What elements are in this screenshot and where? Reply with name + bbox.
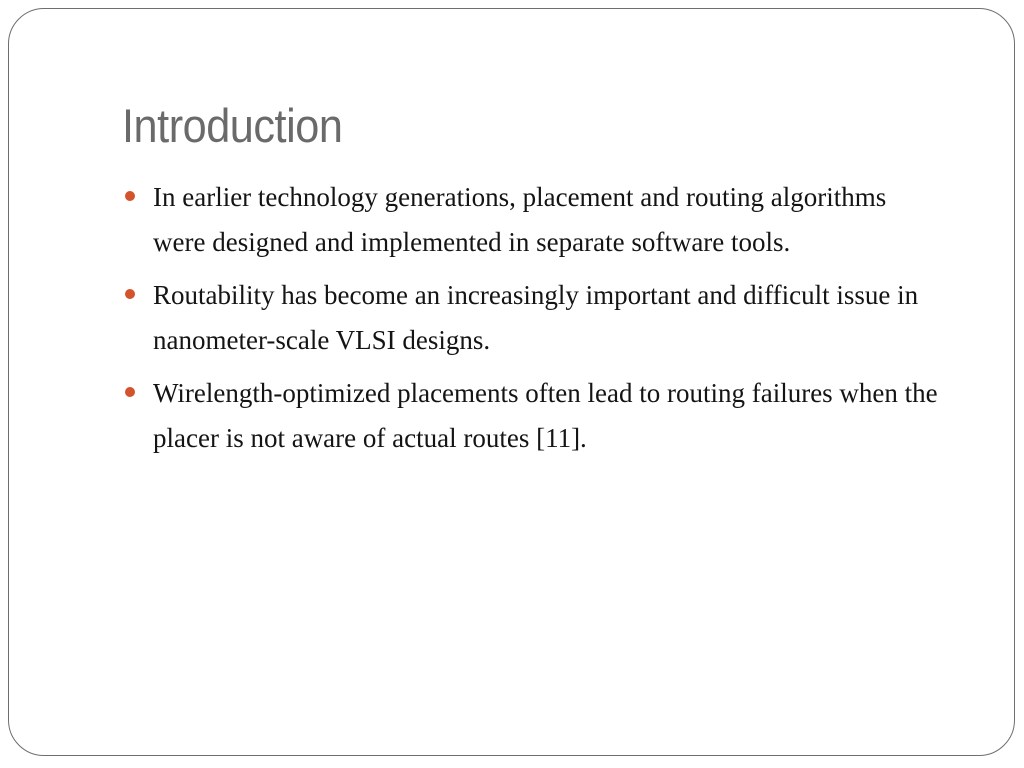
slide-frame (8, 8, 1015, 756)
bullet-item (122, 371, 942, 461)
bullet-dot-icon (125, 289, 135, 299)
bullet-text: Wirelength-optimized placements often lead to routing failures when the placer is not aware of actual routes [11]. (153, 378, 938, 453)
slide-title: Introduction (122, 99, 343, 152)
bullet-item (122, 273, 942, 363)
bullet-item (122, 175, 942, 265)
bullet-dot-icon (125, 387, 135, 397)
bullet-dot-icon (125, 191, 135, 201)
bullet-list (122, 175, 942, 469)
bullet-text: In earlier technology generations, placement and routing algorithms were designed and implemented in separate software tools. (153, 182, 887, 257)
bullet-text: Routability has become an increasingly important and difficult issue in nanometer-scale VLSI designs. (153, 280, 919, 355)
